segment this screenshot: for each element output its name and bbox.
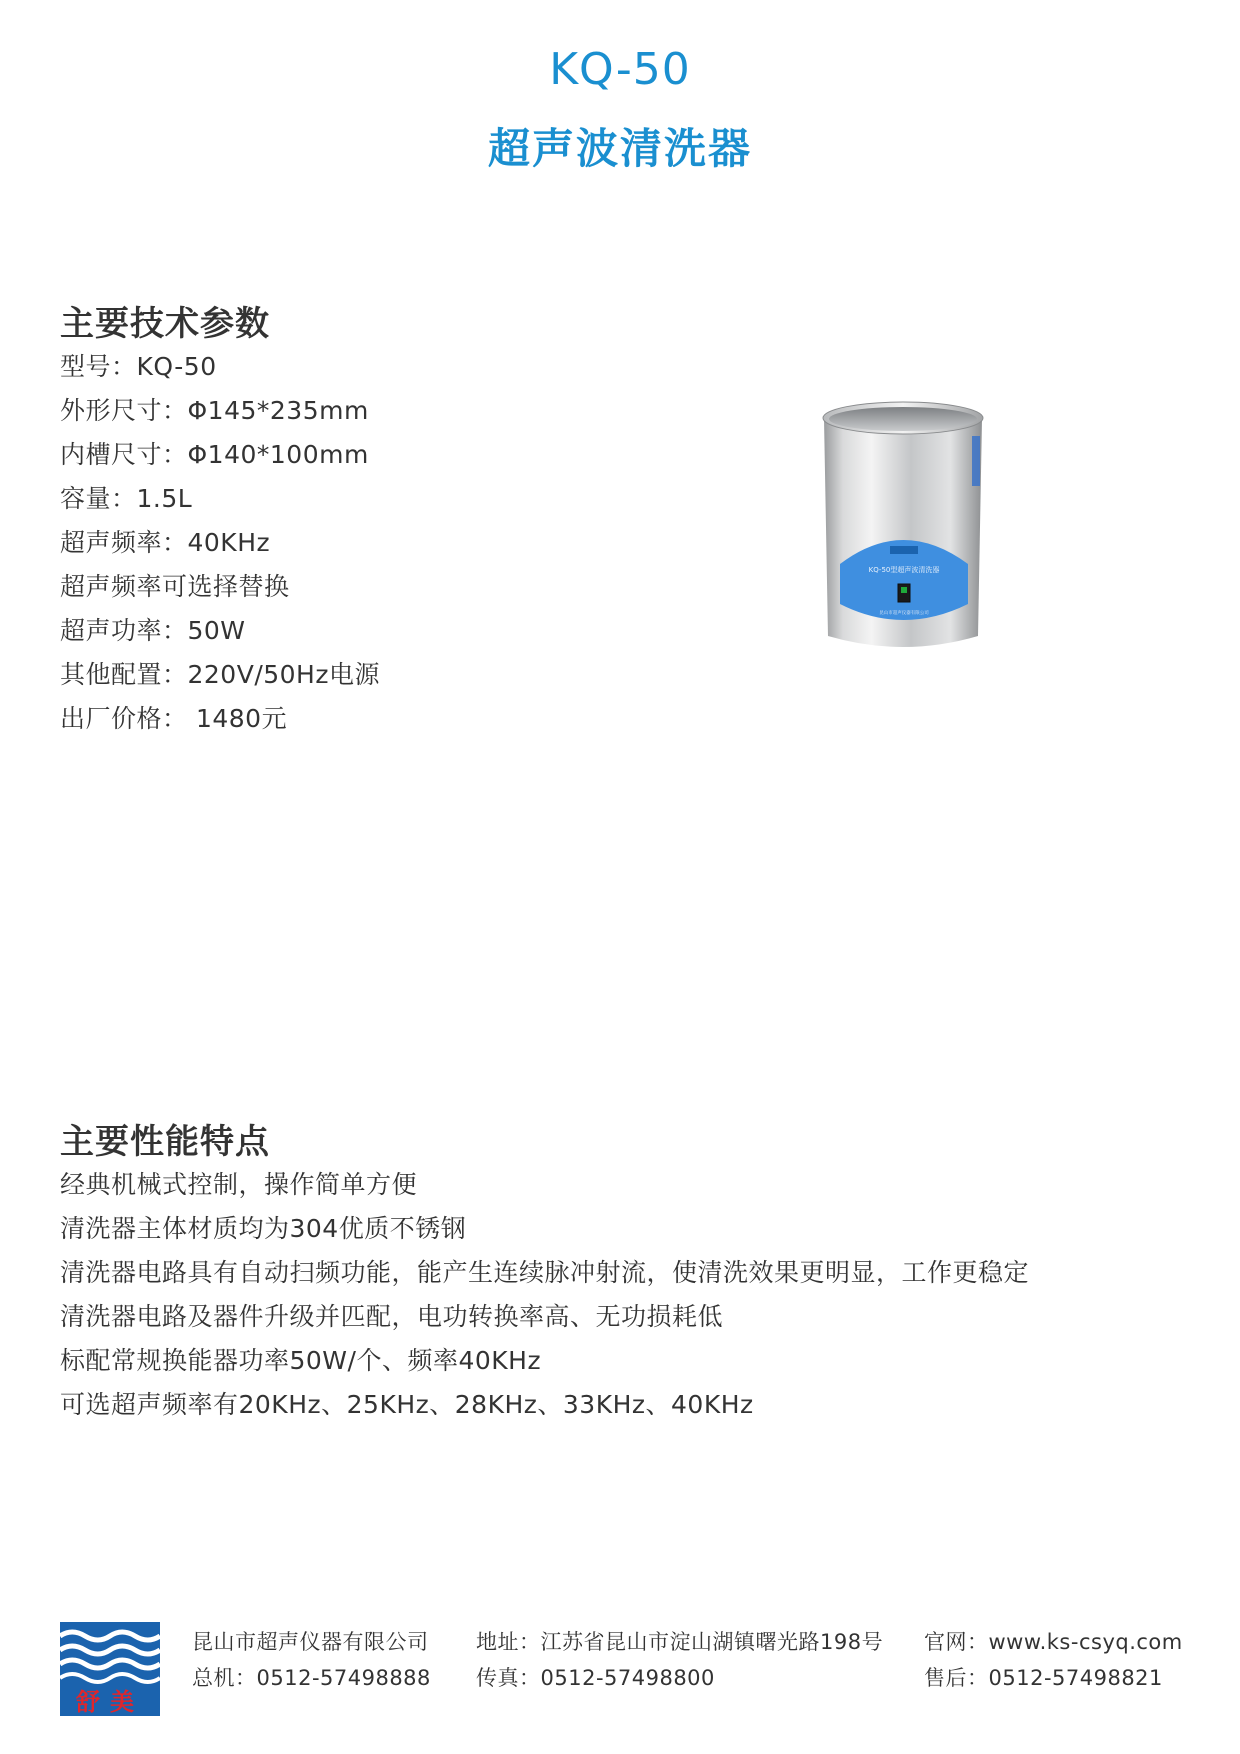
feature-line: 清洗器电路及器件升级并匹配，电功转换率高、无功损耗低 [60, 1302, 724, 1331]
footer-phone: 总机：0512-57498888 [192, 1666, 431, 1690]
footer-website[interactable]: 官网：www.ks-csyq.com [924, 1630, 1183, 1654]
spec-line: 外形尺寸：Φ145*235mm [60, 396, 369, 425]
side-sticker [972, 436, 980, 486]
specs-list [60, 345, 380, 741]
product-name-title: 超声波清洗器 [487, 124, 752, 173]
label-company-text: 昆山市超声仪器有限公司 [879, 611, 929, 616]
footer-address: 地址：江苏省昆山市淀山湖镇曙光路198号 [476, 1630, 884, 1654]
footer-after-sales: 售后：0512-57498821 [924, 1666, 1163, 1690]
feature-line: 经典机械式控制，操作简单方便 [60, 1170, 418, 1199]
product-photo [818, 396, 988, 652]
label-model-text: KQ-50型超声波清洗器 [868, 566, 940, 574]
specs-heading: 主要技术参数 [60, 304, 270, 344]
footer-fax: 传真：0512-57498800 [476, 1666, 715, 1690]
spec-line: 型号：KQ-50 [60, 352, 217, 381]
footer-company: 昆山市超声仪器有限公司 [192, 1630, 429, 1654]
spec-line: 出厂价格： 1480元 [60, 704, 288, 733]
feature-line: 清洗器电路具有自动扫频功能，能产生连续脉冲射流，使清洗效果更明显，工作更稳定 [60, 1258, 1030, 1287]
spec-line: 超声频率：40KHz [60, 528, 271, 557]
feature-line: 清洗器主体材质均为304优质不锈钢 [60, 1214, 467, 1243]
feature-line: 可选超声频率有20KHz、25KHz、28KHz、33KHz、40KHz [60, 1390, 754, 1419]
logo-text: 舒美 [76, 1688, 144, 1716]
spec-line: 超声频率可选择替换 [60, 572, 290, 601]
product-model-title: KQ-50 [549, 44, 691, 95]
feature-line: 标配常规换能器功率50W/个、频率40KHz [60, 1346, 542, 1375]
spec-line: 内槽尺寸：Φ140*100mm [60, 440, 369, 469]
features-heading: 主要性能特点 [60, 1122, 270, 1162]
wave-logo-icon [60, 1622, 160, 1716]
label-logo [890, 546, 918, 554]
spec-line: 容量：1.5L [60, 484, 193, 513]
features-list [60, 1163, 1029, 1427]
tank-opening [829, 407, 977, 431]
company-logo [60, 1622, 160, 1716]
spec-line: 超声功率：50W [60, 616, 246, 645]
spec-line: 其他配置：220V/50Hz电源 [60, 660, 380, 689]
